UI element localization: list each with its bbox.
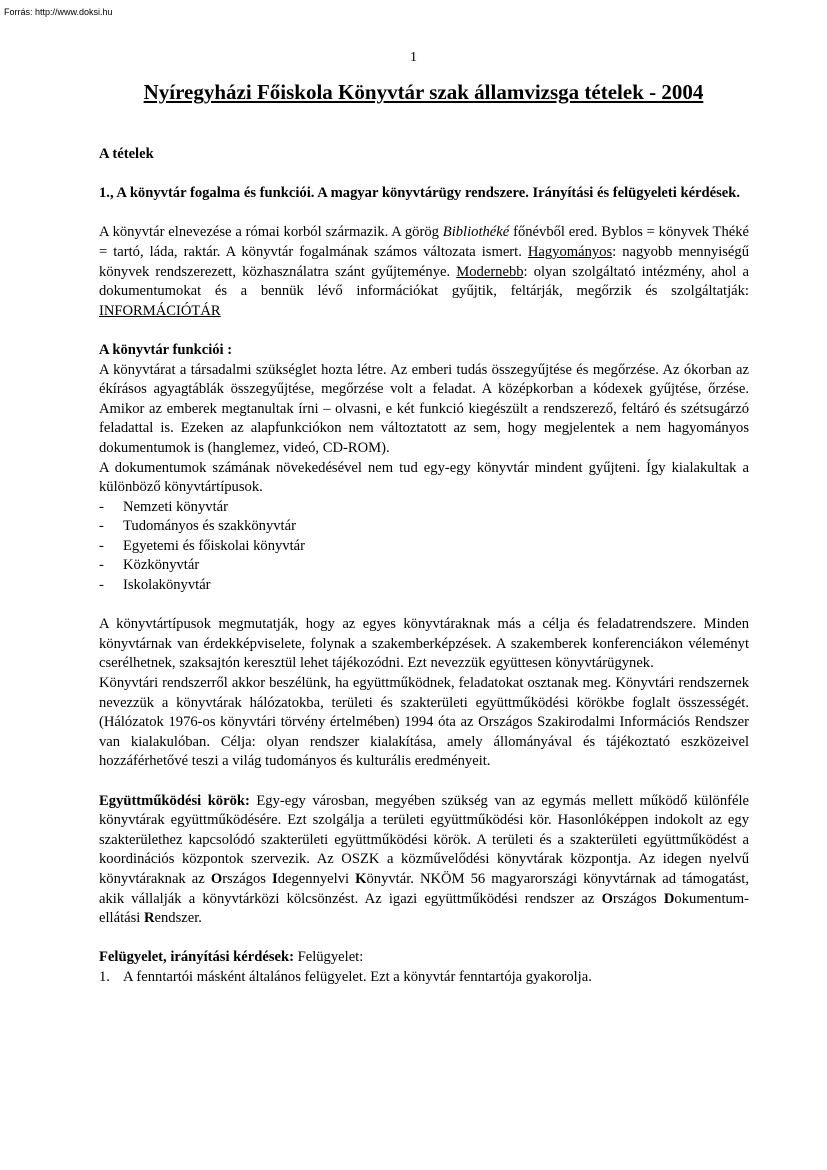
list-item: - Közkönyvtár (99, 556, 749, 576)
section-heading: A tételek (99, 146, 154, 162)
functions-paragraph-2: A dokumentumok számának növekedésével nem tud egy-egy könyvtár mindent gyűjteni. Így kialakultak a különböző könyvtártípusok. (99, 459, 749, 496)
supervision-heading: Felügyelet, irányítási kérdések: Felügyelet: (99, 949, 364, 966)
functions-heading: A könyvtár funkciói : (99, 341, 233, 358)
page-number: 1 (410, 50, 417, 65)
library-types-list (99, 498, 749, 596)
cooperation-paragraph: Együttműködési körök: Egy-egy városban, megyében szükség van az egymás mellett működő különféle könyvtárak együttműködésére. Ezt szolgálja a területi együttműködési kör. Hasonlóképpen indokolt az egy szakterülethez kapcsolódó szakterületi együttműködési körök. A területi és a szakterületi együttműködést a koordinációs központok szervezik. Az OSZK a közművelődési könyvtárak központja. Az idegen nyelvű könyvtáraknak az Országos Idegennyelvi Könyvtár. NKÖM 56 magyarországi könyvtárnak ad támogatást, akik vállalják a könyvtárközi kölcsönzést. Az igazi együttműködési rendszer az Országos Dokumentum- ellátási Rendszer. (99, 792, 750, 927)
list-item: - Nemzeti könyvtár (99, 498, 749, 518)
document-body (99, 145, 749, 988)
list-item: - Egyetemi és főiskolai könyvtár (99, 537, 749, 557)
supervision-list (99, 968, 749, 988)
intro-paragraph: A könyvtár elnevezése a római korból származik. A görög Bibliothéké főnévből ered. Byblos = könyvek Théké = tartó, láda, raktár. A könyvtár fogalmának számos változata ismert. Hagyományos: nagyobb mennyiségű könyvek rendszerezett, közhasználatra szánt gyűjteménye. Modernebb: olyan szolgáltató intézmény, ahol a dokumentumokat és a bennük lévő információkat gyűjtik, feltárják, megőrzik és szolgáltatják: INFORMÁCIÓTÁR (99, 224, 750, 319)
document-title: Nyíregyházi Főiskola Könyvtár szak államvizsga tételek - 2004 (143, 80, 704, 104)
functions-paragraph-1: A könyvtárat a társadalmi szükséglet hozta létre. Az emberi tudás összegyűjtése és megőrzése. Az ókorban az ékírásos agyagtáblák összegyűjtése, megőrzése volt a feladat. A középkorban a kódexek gyűjtése, őrzése. Amikor az emberek megtanultak írni – olvasni, e két funkció kiegészült a rendszerező, feltáró és szétsugárzó feladattal is. Ezeken az alapfunkciókon nem változtatott az sem, hogy megjelentek a nem hagyományos dokumentumok is (hanglemez, videó, CD-ROM). (99, 361, 749, 456)
source-note: Forrás: http://www.doksi.hu (4, 7, 113, 17)
system-paragraph-2: Könyvtári rendszerről akkor beszélünk, ha együttműködnek, feladatokat osztanak meg. Könyvtári rendszernek nevezzük a könyvtárak hálózatokba, területi és szakterületi együttműködési körökbe foglalt összességét. (Hálózatok 1976-os könyvtári törvény értelmében) 1994 óta az Országos Szakirodalmi Információs Rendszer van kialakulóban. Célja: olyan rendszer kialakítása, amely állományával és tájékoztató eszközeivel hozzáférhetővé teszi a világ tudományos és kulturális eredményeit. (99, 675, 749, 770)
list-item: 1. A fenntartói másként általános felügyelet. Ezt a könyvtár fenntartója gyakorolja. (99, 968, 592, 985)
question-heading: 1., A könyvtár fogalma és funkciói. A magyar könyvtárügy rendszere. Irányítási és felügyeleti kérdések. (99, 185, 741, 202)
list-item: - Tudományos és szakkönyvtár (99, 517, 749, 537)
list-item: - Iskolakönyvtár (99, 576, 749, 596)
system-paragraph-1: A könyvtártípusok megmutatják, hogy az egyes könyvtáraknak más a célja és feladatrendszere. Minden könyvtárnak van érdekképviselete, folynak a szakemberképzések. A szakemberek konferenciákon véleményt cserélhetnek, szaksajtón keresztül lehet tájékozódni. Ezt nevezzük együttesen könyvtárügynek. (99, 616, 749, 672)
